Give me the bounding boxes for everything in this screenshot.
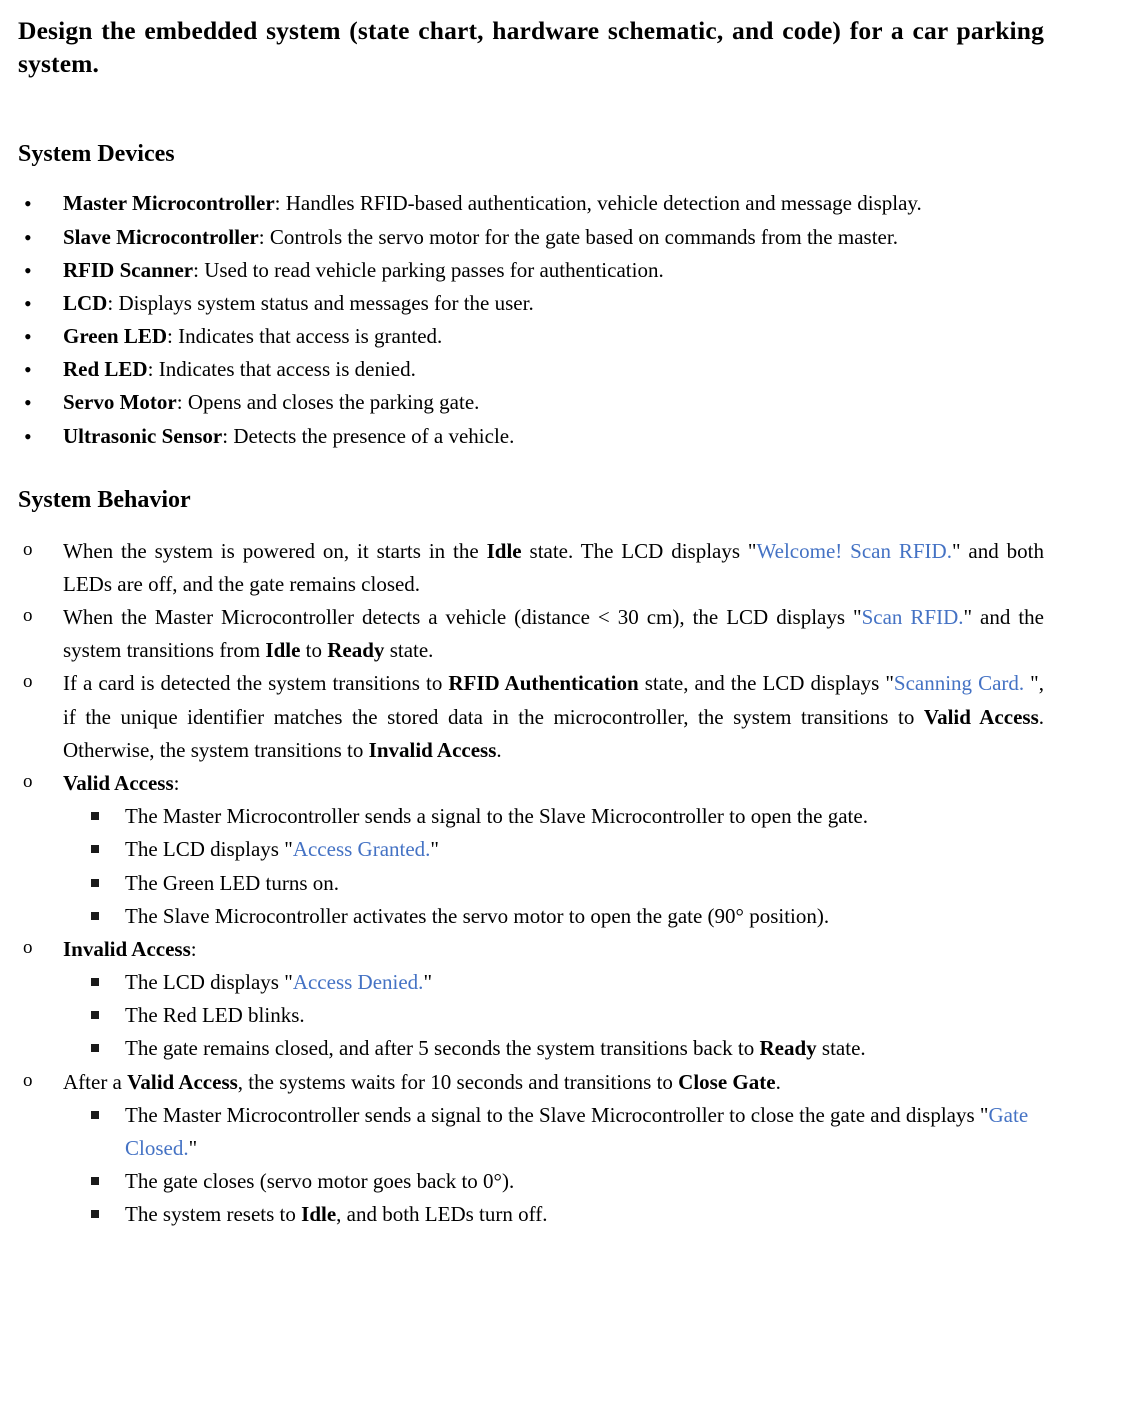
list-item-text — [63, 353, 1044, 386]
state-name: Invalid Access — [368, 737, 497, 762]
device-separator: : — [274, 191, 286, 216]
behavior-text: When the Master Microcontroller detects a vehicle (distance < 30 cm), the LCD displays " — [63, 605, 862, 630]
bullet-icon — [24, 221, 46, 256]
lcd-message: Access Denied. — [292, 970, 424, 995]
list-item-text — [63, 420, 1044, 453]
device-separator: : — [167, 324, 179, 349]
list-item — [18, 386, 1044, 419]
device-term: Red LED — [63, 357, 148, 382]
behavior-text: state. The LCD displays " — [521, 538, 757, 563]
list-item — [18, 1165, 1044, 1198]
list-item-text — [125, 833, 1044, 866]
list-item-text — [125, 900, 1044, 933]
list-item-text — [125, 800, 1044, 833]
list-item-text — [125, 966, 1044, 999]
list-item-text — [63, 287, 1044, 320]
behavior-text: " and the system transitions from — [63, 605, 1045, 663]
bullet-icon — [24, 187, 46, 222]
state-name: Close Gate — [678, 1069, 776, 1094]
device-separator: : — [107, 290, 119, 315]
device-description: Displays system status and messages for the user. — [118, 290, 534, 315]
list-item-text — [125, 1032, 1044, 1065]
list-item-text — [63, 187, 1044, 220]
behavior-text: The gate closes (servo motor goes back to 0°). — [125, 1169, 515, 1194]
square-bullet-icon — [91, 867, 99, 900]
list-item-text — [63, 320, 1044, 353]
behavior-text: . Otherwise, the system transitions to — [63, 704, 1044, 762]
list-item-text — [63, 535, 1044, 601]
list-item-text — [63, 933, 1044, 966]
device-separator: : — [193, 257, 205, 282]
device-separator: : — [258, 224, 270, 249]
behavior-text: . — [775, 1069, 781, 1094]
bullet-icon — [24, 353, 46, 388]
list-item — [18, 867, 1044, 900]
list-item-text — [63, 221, 1044, 254]
close-gate-sublist — [18, 1099, 1044, 1232]
device-description: Indicates that access is granted. — [178, 324, 443, 349]
list-item — [18, 420, 1044, 453]
list-item — [18, 535, 1044, 601]
bullet-icon — [24, 254, 46, 289]
behavior-text: " and both LEDs are off, and the gate remains closed. — [63, 538, 1044, 596]
behavior-text: state. — [816, 1036, 866, 1061]
list-item-text — [125, 1198, 1044, 1231]
behavior-text: The Green LED turns on. — [125, 870, 340, 895]
list-item — [18, 1099, 1044, 1165]
list-item — [18, 1066, 1044, 1099]
list-item-text — [63, 254, 1044, 287]
behavior-text: The LCD displays " — [125, 837, 293, 862]
square-bullet-icon — [91, 1165, 99, 1198]
device-term: Ultrasonic Sensor — [63, 423, 223, 448]
lcd-message: Gate Closed. — [125, 1102, 1029, 1160]
list-item-text — [125, 999, 1044, 1032]
list-item — [18, 966, 1044, 999]
list-item — [18, 667, 1044, 767]
behavior-text: The gate remains closed, and after 5 seconds the system transitions back to — [125, 1036, 760, 1061]
behavior-list — [18, 535, 1044, 1232]
behavior-text: . — [496, 737, 502, 762]
list-item — [18, 1032, 1044, 1065]
list-item — [18, 800, 1044, 833]
list-item — [18, 999, 1044, 1032]
state-name: Valid Access — [923, 704, 1039, 729]
valid-access-sublist — [18, 800, 1044, 933]
device-description: Indicates that access is denied. — [158, 357, 416, 382]
state-name: Ready — [759, 1036, 817, 1061]
device-description: Handles RFID-based authentication, vehicle detection and message display. — [285, 191, 922, 216]
list-item-text — [63, 386, 1044, 419]
list-item-text — [63, 667, 1044, 767]
list-item — [18, 221, 1044, 254]
list-item-text — [125, 1165, 1044, 1198]
behavior-text: state, and the LCD displays " — [638, 671, 894, 696]
square-bullet-icon — [91, 1099, 99, 1132]
behavior-text: , and both LEDs turn off. — [336, 1202, 548, 1227]
behavior-text: If a card is detected the system transitions to — [63, 671, 449, 696]
circle-bullet-icon — [23, 1066, 33, 1097]
state-name: Valid Access — [63, 771, 174, 795]
device-term: Master Microcontroller — [63, 191, 275, 216]
device-separator: : — [176, 390, 188, 415]
behavior-text: The system resets to — [125, 1202, 302, 1227]
list-item — [18, 833, 1044, 866]
bullet-icon — [24, 320, 46, 355]
section-heading-devices: System Devices — [18, 141, 175, 168]
list-item — [18, 254, 1044, 287]
list-item — [18, 933, 1044, 966]
behavior-text: " — [423, 970, 433, 995]
state-name: Idle — [301, 1202, 337, 1227]
state-name: Idle — [486, 538, 522, 563]
device-term: Green LED — [63, 324, 168, 349]
list-item — [18, 287, 1044, 320]
device-term: Slave Microcontroller — [63, 224, 259, 249]
square-bullet-icon — [91, 900, 99, 933]
circle-bullet-icon — [23, 535, 33, 566]
list-item — [18, 601, 1044, 667]
behavior-text: : — [190, 936, 197, 961]
behavior-text: to — [300, 638, 328, 663]
list-item-text — [125, 1099, 1044, 1165]
state-name: Ready — [327, 638, 385, 663]
behavior-text: , the systems waits for 10 seconds and transitions to — [237, 1069, 679, 1094]
device-term: RFID Scanner — [63, 257, 194, 282]
list-item — [18, 320, 1044, 353]
device-separator: : — [222, 423, 234, 448]
square-bullet-icon — [91, 966, 99, 999]
behavior-text: The Red LED blinks. — [125, 1003, 305, 1028]
behavior-text: " — [188, 1135, 198, 1160]
lcd-message: Welcome! Scan RFID. — [756, 538, 952, 563]
lcd-message: Scanning Card. — [893, 671, 1031, 696]
state-name: Invalid Access — [63, 936, 191, 961]
list-item-text — [125, 867, 1044, 900]
device-term: Servo Motor — [63, 390, 177, 415]
device-term: LCD — [63, 290, 108, 315]
circle-bullet-icon — [23, 767, 33, 798]
bullet-icon — [24, 420, 46, 455]
page-title: Design the embedded system (state chart, hardware schematic, and code) for a car parking system. — [18, 16, 1044, 79]
device-description: Controls the servo motor for the gate based on commands from the master. — [269, 224, 898, 249]
square-bullet-icon — [91, 833, 99, 866]
list-item — [18, 353, 1044, 386]
list-item — [18, 1198, 1044, 1231]
device-list — [18, 187, 1044, 452]
bullet-icon — [24, 287, 46, 322]
state-name: Valid Access — [127, 1069, 238, 1094]
circle-bullet-icon — [23, 667, 33, 698]
behavior-text: When the system is powered on, it starts in the — [63, 538, 487, 563]
bullet-icon — [24, 386, 46, 421]
list-item — [18, 187, 1044, 220]
device-description: Used to read vehicle parking passes for authentication. — [204, 257, 664, 282]
circle-bullet-icon — [23, 933, 33, 964]
behavior-text: " — [430, 837, 439, 862]
state-name: Idle — [265, 638, 301, 663]
device-description: Detects the presence of a vehicle. — [233, 423, 515, 448]
list-item-text — [63, 601, 1044, 667]
list-item-text — [63, 1066, 1044, 1099]
circle-bullet-icon — [23, 601, 33, 632]
behavior-text: The Master Microcontroller sends a signal to the Slave Microcontroller to open the gate. — [125, 804, 868, 829]
state-name: RFID Authentication — [448, 671, 639, 696]
lcd-message: Access Granted. — [292, 837, 431, 862]
behavior-text: ", if the unique identifier matches the stored data in the microcontroller, the system transitions to — [63, 671, 1044, 729]
list-item-text — [63, 767, 1044, 800]
device-description: Opens and closes the parking gate. — [187, 390, 480, 415]
behavior-text: After a — [63, 1069, 128, 1094]
list-item — [18, 767, 1044, 800]
behavior-text: : — [173, 771, 180, 795]
square-bullet-icon — [91, 999, 99, 1032]
section-heading-behavior: System Behavior — [18, 486, 191, 513]
invalid-access-sublist — [18, 966, 1044, 1066]
square-bullet-icon — [91, 800, 99, 833]
square-bullet-icon — [91, 1032, 99, 1065]
behavior-text: state. — [384, 638, 434, 663]
list-item — [18, 900, 1044, 933]
square-bullet-icon — [91, 1198, 99, 1231]
behavior-text: The Master Microcontroller sends a signal to the Slave Microcontroller to close the gate and displays " — [125, 1102, 989, 1127]
lcd-message: Scan RFID. — [861, 605, 964, 630]
device-separator: : — [147, 357, 159, 382]
behavior-text: The LCD displays " — [125, 970, 293, 995]
behavior-text: The Slave Microcontroller activates the servo motor to open the gate (90° position). — [125, 903, 830, 928]
